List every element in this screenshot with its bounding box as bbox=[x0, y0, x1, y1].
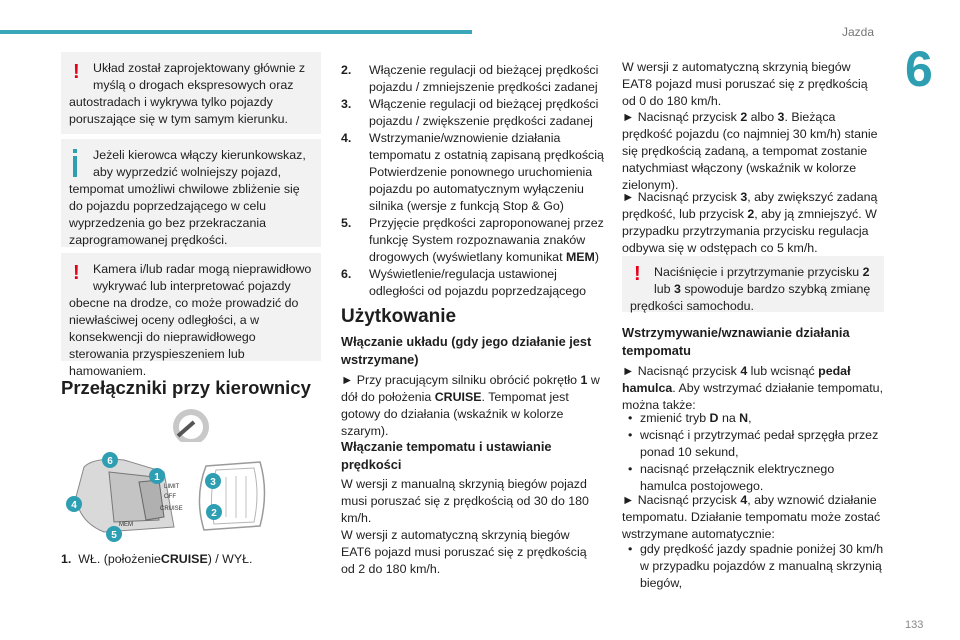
note-text: autostradach i wykrywa tylko pojazdy poruszające się w tym samym kierunku. bbox=[69, 95, 288, 126]
paragraph-set-current: ► Nacisnąć przycisk 2 albo 3. Bieżąca prędkość pojazdu (co najmniej 30 km/h) stanie się prędkością zadaną, a tempomat zostanie natychmiast włączony (wskaźnik w kolorze zielonym). bbox=[622, 110, 878, 192]
svg-text:4: 4 bbox=[71, 500, 77, 511]
lever-label-limit: LIMIT bbox=[164, 484, 180, 490]
list-item-5: 5. Przyjęcie prędkości zaproponowanej przez funkcję System rozpoznawania znaków drogowych (wyświetlany komunikat MEM) bbox=[341, 216, 604, 264]
note-line: Kamera i/lub radar mogą nieprawidłowo bbox=[93, 262, 312, 276]
svg-text:5: 5 bbox=[111, 530, 117, 541]
note-line: lub 3 spowoduje bardzo szybką zmianę bbox=[654, 282, 871, 296]
note-text: tempomat umożliwi chwilowe zbliżenie się do pojazdu poprzedzającego w celu wyprzedzenia go bez przekraczania zaprogramowanej prędkości. bbox=[69, 182, 300, 247]
lever-label-off: OFF bbox=[164, 494, 176, 500]
note-line: wykrywać lub interpretować pojazdy bbox=[93, 279, 291, 293]
paragraph-manual: W wersji z manualną skrzynią biegów pojazd musi poruszać się z prędkością od 30 do 180 km/h. bbox=[341, 477, 589, 525]
page-number: 133 bbox=[905, 619, 924, 631]
list-item-4: 4. Wstrzymanie/wznowienie działania tempomatu z ostatnią zapisaną prędkością Potwierdzenie ponownego uruchomienia pojazdu po automatycznym wyłączeniu silnika (wersje z funkcją Stop & Go) bbox=[341, 131, 604, 213]
switch-function-list bbox=[341, 62, 606, 300]
paragraph-enable: ► Przy pracującym silniku obrócić pokrętło 1 w dół do położenia CRUISE. Tempomat jest gotowy do działania (wskaźnik w kolorze szarym). bbox=[341, 373, 600, 438]
note-text: prędkości samochodu. bbox=[630, 299, 754, 313]
list-item-1 bbox=[61, 551, 321, 568]
warning-icon: ! bbox=[73, 262, 80, 284]
bullet-item: • zmienić tryb D na N, bbox=[622, 410, 884, 427]
item-text: WŁ. (położenie bbox=[78, 552, 161, 566]
warning-icon: ! bbox=[634, 263, 641, 285]
paragraph-resume: ► Nacisnąć przycisk 4, aby wznowić działanie tempomatu. Działanie tempomatu może zostać wstrzymane automatycznie: bbox=[622, 493, 881, 541]
list-item-3: 3. Włączenie regulacji od bieżącej prędkości pojazdu / zwiększenie prędkości zadanej bbox=[341, 97, 599, 128]
header-accent-bar bbox=[0, 30, 472, 34]
svg-text:6: 6 bbox=[107, 456, 113, 467]
section-heading-usage: Użytkowanie bbox=[341, 306, 457, 327]
svg-text:1: 1 bbox=[154, 472, 160, 483]
section-title: Jazda bbox=[842, 25, 875, 39]
warning-note-hold-button bbox=[622, 256, 884, 312]
note-line: Układ został zaprojektowany głównie z bbox=[93, 61, 306, 75]
paragraph-eat6: W wersji z automatyczną skrzynią biegów EAT6 pojazd musi poruszać się z prędkością od 2 do 180 km/h. bbox=[341, 528, 587, 576]
callout-badge-3 bbox=[205, 473, 221, 489]
note-line: Naciśnięcie i przytrzymanie przycisku 2 bbox=[654, 265, 870, 279]
svg-text:3: 3 bbox=[210, 477, 216, 488]
paragraph-pause: ► Nacisnąć przycisk 4 lub wcisnąć pedał hamulca. Aby wstrzymać działanie tempomatu, można także: bbox=[622, 364, 884, 412]
section-heading-switches: Przełączniki przy kierownicy bbox=[61, 377, 311, 398]
note-line: Jeżeli kierowca włączy kierunkowskaz, bbox=[93, 148, 306, 162]
lever-label-cruise: CRUISE bbox=[160, 506, 183, 512]
svg-text:2: 2 bbox=[211, 508, 217, 519]
subheading-pause-resume: Wstrzymywanie/wznawianie działania tempomatu bbox=[622, 325, 850, 358]
steering-wheel-icon bbox=[172, 408, 210, 442]
bullet-item: • gdy prędkość jazdy spadnie poniżej 30 km/h w przypadku pojazdów z manualną skrzynią biegów, bbox=[622, 541, 884, 592]
note-line: aby wyprzedzić wolniejszy pojazd, bbox=[93, 165, 282, 179]
item-text-bold: CRUISE bbox=[160, 552, 208, 566]
note-line: myślą o drogach ekspresowych oraz bbox=[93, 78, 294, 92]
pause-options-list bbox=[622, 410, 884, 495]
subheading-set-speed: Włączanie tempomatu i ustawianie prędkości bbox=[341, 439, 552, 472]
note-text: obecne na drodze, co może prowadzić do niewłaściwej oceny odległości, a w konsekwencji do nieprawidłowego sterowania przyspieszeniem lub hamowaniem. bbox=[69, 296, 299, 378]
warning-icon: ! bbox=[73, 61, 80, 83]
callout-badge-1 bbox=[149, 468, 165, 484]
bullet-item: • wcisnąć i przytrzymać pedał sprzęgła przez ponad 10 sekund, bbox=[622, 427, 884, 461]
info-icon bbox=[73, 149, 78, 179]
callout-badge-2 bbox=[206, 504, 222, 520]
callout-badge-4 bbox=[66, 496, 82, 512]
callout-badge-5 bbox=[106, 526, 122, 542]
bullet-item: • nacisnąć przełącznik elektrycznego hamulca postojowego. bbox=[622, 461, 884, 495]
info-note-overtaking bbox=[61, 139, 321, 247]
paragraph-eat8: W wersji z automatyczną skrzynią biegów EAT8 pojazd musi poruszać się z prędkością od 0 do 180 km/h. bbox=[622, 60, 868, 108]
list-item-2: 2. Włączenie regulacji od bieżącej prędkości pojazdu / zmniejszenie prędkości zadanej bbox=[341, 63, 599, 94]
item-number: 1. bbox=[61, 552, 72, 566]
warning-note-camera bbox=[61, 253, 321, 378]
lever-label-mem: MEM bbox=[119, 522, 133, 528]
warning-note-motorway bbox=[61, 52, 321, 134]
auto-pause-list bbox=[622, 541, 884, 592]
chapter-number: 6 bbox=[905, 41, 933, 97]
subheading-enable: Włączanie układu (gdy jego działanie jest wstrzymane) bbox=[341, 334, 592, 367]
callout-badge-6 bbox=[102, 452, 118, 468]
paragraph-adjust: ► Nacisnąć przycisk 3, aby zwiększyć zadaną prędkość, lub przycisk 2, aby ją zmniejszyć. W przypadku przytrzymania przycisku regulacja odbywa się w odstępach co 5 km/h. bbox=[622, 190, 878, 255]
item-text: ) / WYŁ. bbox=[207, 552, 253, 566]
list-item-6: 6. Wyświetlenie/regulacja ustawionej odległości od pojazdu poprzedzającego bbox=[341, 267, 586, 298]
steering-switch-illustration bbox=[64, 452, 304, 542]
